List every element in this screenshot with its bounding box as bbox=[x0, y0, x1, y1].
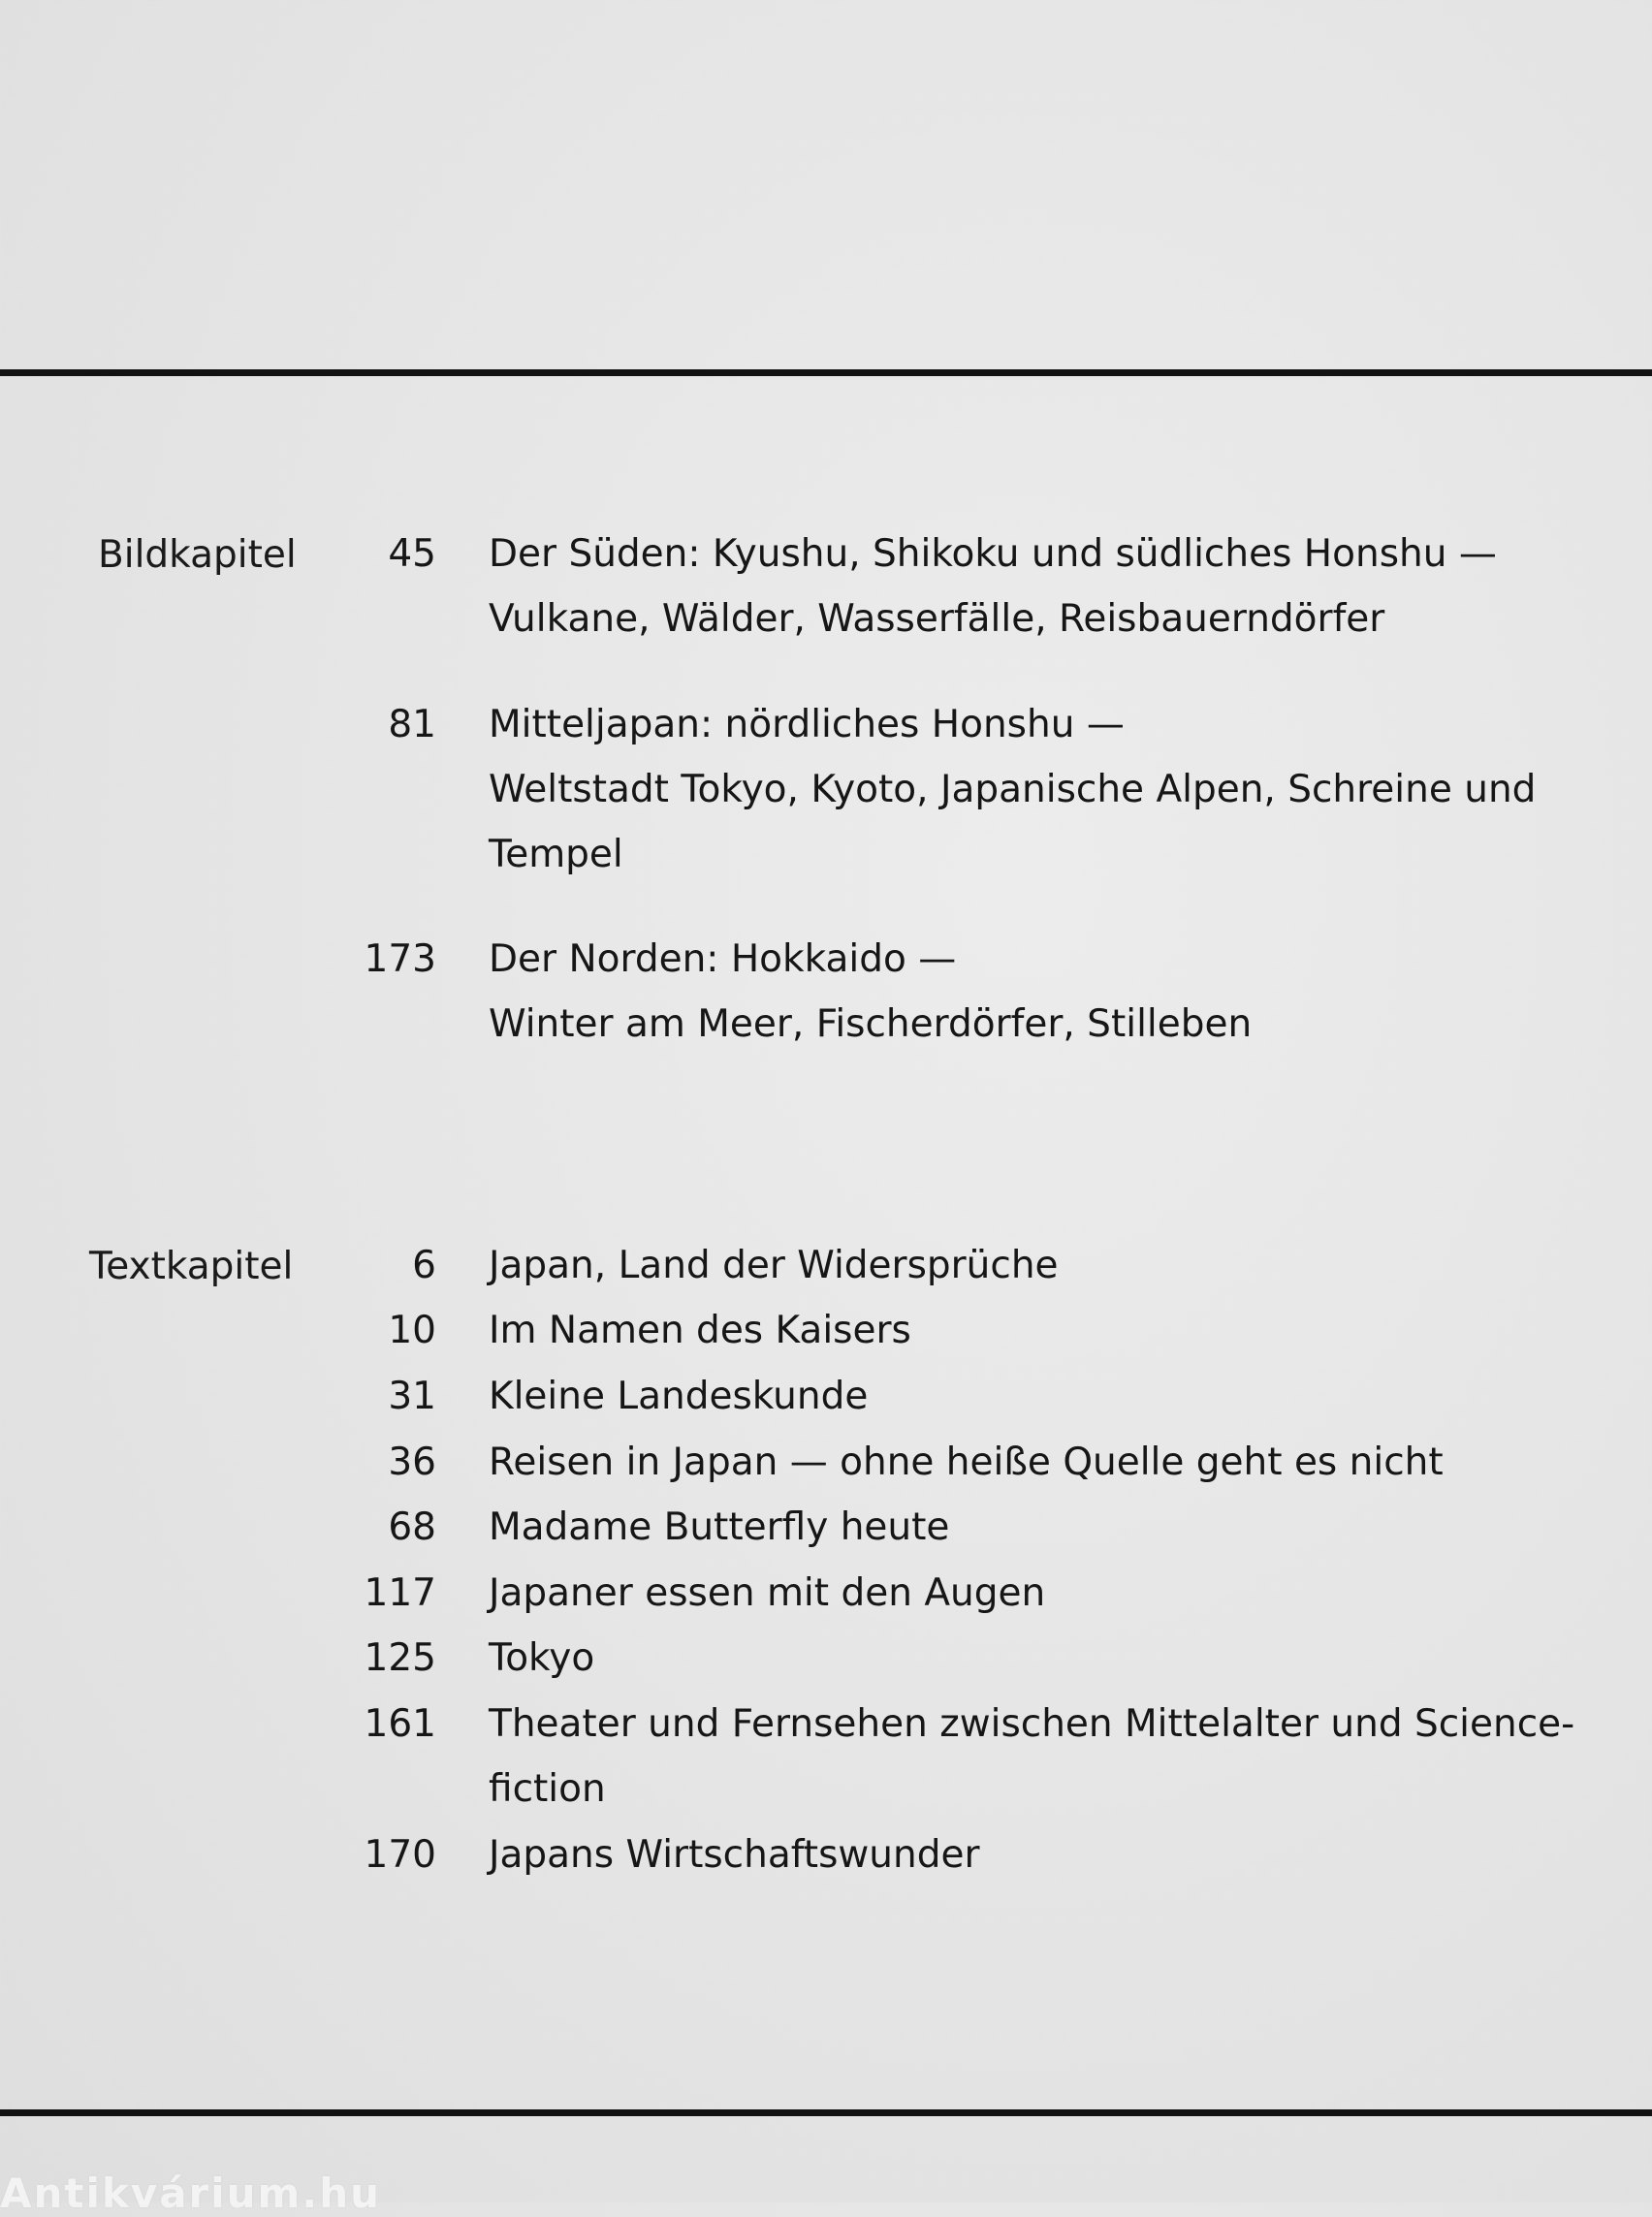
toc-title bbox=[489, 927, 1574, 1057]
toc-title bbox=[489, 1430, 1574, 1495]
toc-title-line: Japan, Land der Widersprüche bbox=[489, 1244, 1059, 1287]
toc-title bbox=[489, 1298, 1574, 1363]
toc-title-line: Mitteljapan: nördliches Honshu — bbox=[489, 703, 1125, 746]
toc-title-line: Der Süden: Kyushu, Shikoku und südliches Honshu — bbox=[489, 532, 1497, 576]
toc-page-number: 10 bbox=[388, 1309, 436, 1352]
toc-title-line: fiction bbox=[489, 1767, 606, 1811]
toc-title bbox=[489, 1233, 1574, 1298]
toc-title-line: Kleine Landeskunde bbox=[489, 1375, 869, 1418]
watermark: Antikvárium.hu bbox=[0, 2169, 382, 2217]
toc-title-line: Reisen in Japan — ohne heiße Quelle geht es nicht bbox=[489, 1441, 1444, 1484]
toc-title bbox=[489, 1561, 1574, 1626]
section-label-bildkapitel: Bildkapitel bbox=[98, 533, 297, 577]
toc-title bbox=[489, 1364, 1574, 1429]
bottom-rule bbox=[0, 2109, 1652, 2116]
toc-title-line: Tempel bbox=[489, 833, 623, 876]
toc-title-line: Theater und Fernsehen zwischen Mittelalter und Science- bbox=[489, 1702, 1575, 1746]
toc-title-line: Vulkane, Wälder, Wasserfälle, Reisbauerndörfer bbox=[489, 597, 1385, 641]
toc-page-number: 68 bbox=[388, 1505, 436, 1549]
top-rule bbox=[0, 369, 1652, 376]
toc-page-number: 81 bbox=[388, 703, 436, 746]
toc-title bbox=[489, 522, 1574, 651]
toc-title-line: Japans Wirtschaftswunder bbox=[489, 1833, 980, 1877]
toc-page-number: 45 bbox=[388, 532, 436, 576]
toc-page-number: 117 bbox=[364, 1571, 436, 1615]
toc-title bbox=[489, 1692, 1574, 1821]
toc-title-line: Weltstadt Tokyo, Kyoto, Japanische Alpen, Schreine und bbox=[489, 768, 1537, 811]
toc-title-line: Der Norden: Hokkaido — bbox=[489, 937, 957, 981]
section-label-textkapitel: Textkapitel bbox=[89, 1245, 294, 1288]
toc-title-line: Japaner essen mit den Augen bbox=[489, 1571, 1046, 1615]
toc-title-line: Winter am Meer, Fischerdörfer, Stilleben bbox=[489, 1002, 1253, 1046]
toc-title-line: Im Namen des Kaisers bbox=[489, 1309, 911, 1352]
toc-title bbox=[489, 1495, 1574, 1560]
toc-title-line: Madame Butterfly heute bbox=[489, 1505, 950, 1549]
toc-page-number: 173 bbox=[364, 937, 436, 981]
toc-page-number: 170 bbox=[364, 1833, 436, 1877]
toc-title bbox=[489, 1822, 1574, 1887]
toc-title bbox=[489, 692, 1574, 887]
toc-page-number: 125 bbox=[364, 1636, 436, 1680]
toc-page-number: 31 bbox=[388, 1375, 436, 1418]
toc-title-line: Tokyo bbox=[489, 1636, 595, 1680]
toc-title bbox=[489, 1626, 1574, 1691]
toc-page-number: 36 bbox=[388, 1441, 436, 1484]
toc-page-number: 161 bbox=[364, 1702, 436, 1746]
toc-page-number: 6 bbox=[412, 1244, 436, 1287]
